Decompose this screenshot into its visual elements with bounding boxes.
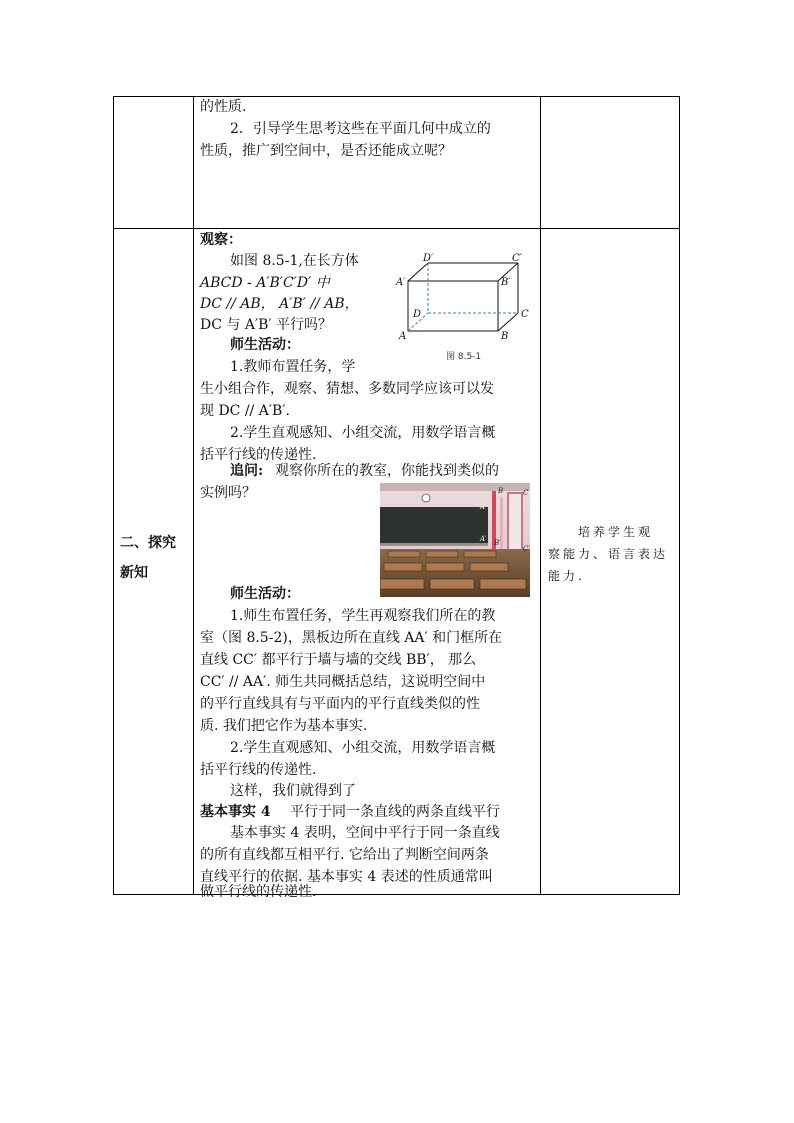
column-divider-1 — [193, 97, 194, 894]
fact-explain-line-4: 做平行线的传递性. — [200, 884, 317, 900]
photo-label-C: C — [523, 489, 529, 497]
classroom-photo — [380, 483, 530, 597]
activity1-item2-line-1: 2.学生直观感知、小组交流，用数学语言概 — [230, 425, 496, 441]
fact-label: 基本事实 4 — [200, 804, 271, 820]
fact-explain-line-2: 的所有直线都互相平行. 它给出了判断空间两条 — [200, 847, 489, 863]
label-D: D — [413, 309, 422, 320]
observe-heading: 观察： — [200, 232, 242, 248]
activity2-item2-line-1: 2.学生直观感知、小组交流，用数学语言概 — [230, 740, 496, 756]
activity1-line-1: 1.教师布置任务，学 — [230, 359, 356, 375]
label-C: C — [521, 309, 529, 320]
label-A: A — [399, 331, 407, 342]
section-label-line-1: 二、探究 — [120, 535, 176, 551]
row1-line-3: 性质，推广到空间中，是否还能成立呢？ — [200, 143, 452, 159]
note-line-1: 培养学生观 — [578, 525, 654, 539]
intro-line-3: DC // AB， A′B′ // AB， — [200, 296, 359, 312]
activity2-line-2: 室（图 8.5-2)，黑板边所在直线 AA′ 和门框所在 — [200, 630, 503, 646]
figure1-caption: 图 8.5-1 — [446, 352, 482, 362]
fact-text: 平行于同一条直线的两条直线平行 — [290, 804, 500, 820]
cuboid-hidden-edges — [408, 263, 518, 331]
row1-line-2: 2．引导学生思考这些在平面几何中成立的 — [230, 121, 491, 137]
activity2-item2-line-2: 括平行线的传递性. — [200, 762, 317, 778]
activity1-line-2: 生小组合作，观察、猜想、多数同学应该可以发 — [200, 381, 494, 397]
activity2-line-5: 的平行直线具有与平面内的平行直线类似的性 — [200, 696, 480, 712]
activity-heading-2: 师生活动： — [230, 586, 300, 602]
fact-explain-line-1: 基本事实 4 表明，空间中平行于同一条直线 — [230, 825, 500, 841]
followup-label: 追问: — [230, 463, 264, 479]
photo-label-C1: C′ — [523, 545, 530, 553]
intro-line-4: DC 与 A′B′ 平行吗？ — [200, 317, 333, 333]
photo-label-A: A — [480, 503, 486, 511]
activity-heading-1: 师生活动： — [230, 337, 300, 353]
row-divider — [114, 228, 679, 229]
followup-line-2: 实例吗？ — [200, 485, 256, 501]
cuboid-figure — [394, 251, 534, 363]
fact-explain-line-3: 直线平行的依据. 基本事实 4 表述的性质通常叫 — [200, 869, 493, 885]
thus-line: 这样，我们就得到了 — [230, 783, 356, 799]
photo-label-A1: A′ — [480, 535, 487, 543]
photo-label-B1: B′ — [494, 539, 501, 547]
label-A1: A′ — [396, 277, 406, 288]
activity2-line-6: 质. 我们把它作为基本事实. — [200, 718, 368, 734]
note-line-2: 察能力、语言表达 — [548, 547, 669, 561]
blackboard — [380, 507, 488, 543]
label-B: B — [501, 331, 509, 342]
cuboid-front-face — [408, 281, 498, 331]
section-label-line-2: 新知 — [120, 565, 148, 581]
followup-line-1: 观察你所在的教室，你能找到类似的 — [275, 463, 499, 479]
column-divider-2 — [540, 97, 541, 894]
photo-label-B: B — [498, 487, 504, 495]
label-B1: B′ — [501, 277, 511, 288]
intro-line-1: 如图 8.5-1,在长方体 — [230, 253, 359, 269]
row1-line-1: 的性质. — [200, 99, 247, 115]
label-D1: D′ — [423, 253, 434, 264]
activity2-line-4: CC′ // AA′. 师生共同概括总结，这说明空间中 — [200, 674, 486, 690]
activity2-line-3: 直线 CC′ 都平行于墙与墙的交线 BB′， 那么 — [200, 652, 477, 668]
clock-icon — [422, 494, 430, 502]
activity2-line-1: 1.师生布置任务，学生再观察我们所在的教 — [230, 608, 496, 624]
label-C1: C′ — [512, 253, 522, 264]
note-line-3: 能力. — [548, 569, 585, 583]
activity1-line-3: 现 DC // A′B′. — [200, 403, 290, 419]
intro-line-2: ABCD - A′B′C′D′ 中 — [200, 275, 330, 291]
activity1-item2-line-2: 括平行线的传递性. — [200, 447, 317, 463]
